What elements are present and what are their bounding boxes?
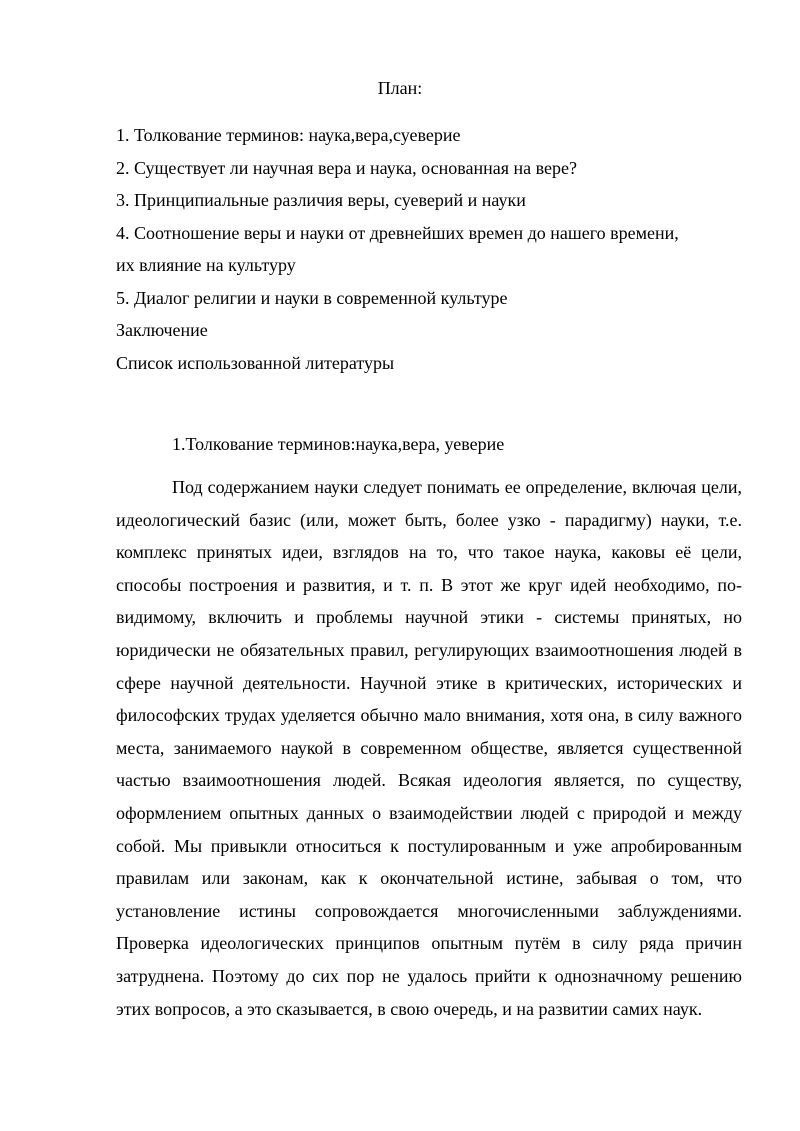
section-heading: 1.Толкование терминов:наука,вера, уеверие [172,434,505,454]
toc-item: 5. Диалог религии и науки в современной культуре [116,287,508,308]
toc-item: 3. Принципиальные различия веры, суеверий и науки [116,190,526,210]
toc-item: 2. Существует ли научная вера и наука, основанная на вере? [116,157,578,178]
toc-item: Список использованной литературы [116,352,395,373]
plan-title: План: [377,78,423,98]
table-of-contents [116,119,756,379]
toc-item: 1. Толкование терминов: наука,вера,суеверие [116,125,461,145]
toc-item: 4. Соотношение веры и науки от древнейших времен до нашего времени, [116,222,679,243]
body-paragraph: Под содержанием науки следует понимать ее определение, включая цели, идеологический базис (или, может быть, более узко - парадигму) науки, т.е. комплекс принятых идеи, взглядов на то, что такое наука, каковы её цели, способы построения и развития, и т. п. В этот же круг идей необходимо, по-видимому, включить и проблемы научной этики - системы принятых, но юридически не обязательных правил, регулирующих взаимоотношения людей в сфере научной деятельности. Научной этике в критических, исторических и философских трудах уделяется обычно мало внимания, хотя она, в силу важного места, занимаемого наукой в современном обществе, является существенной частью взаимоотношения людей. Всякая идеология является, по существу, оформлением опытных данных о взаимодействии людей с природой и между собой. Мы привыкли относиться к постулированным и уже апробированным правилам или законам, как к окончательной истине, забывая о том, что установление истины сопровождается многочисленными заблуждениями. Проверка идеологических принципов опытным путём в силу ряда причин затруднена. Поэтому до сих пор не удалось прийти к однозначному решению этих вопросов, а это сказывается, в свою очередь, и на развитии самих наук. [116,477,742,1019]
toc-item: Заключение [116,320,208,340]
toc-item-continuation: их влияние на культуру [116,255,296,275]
